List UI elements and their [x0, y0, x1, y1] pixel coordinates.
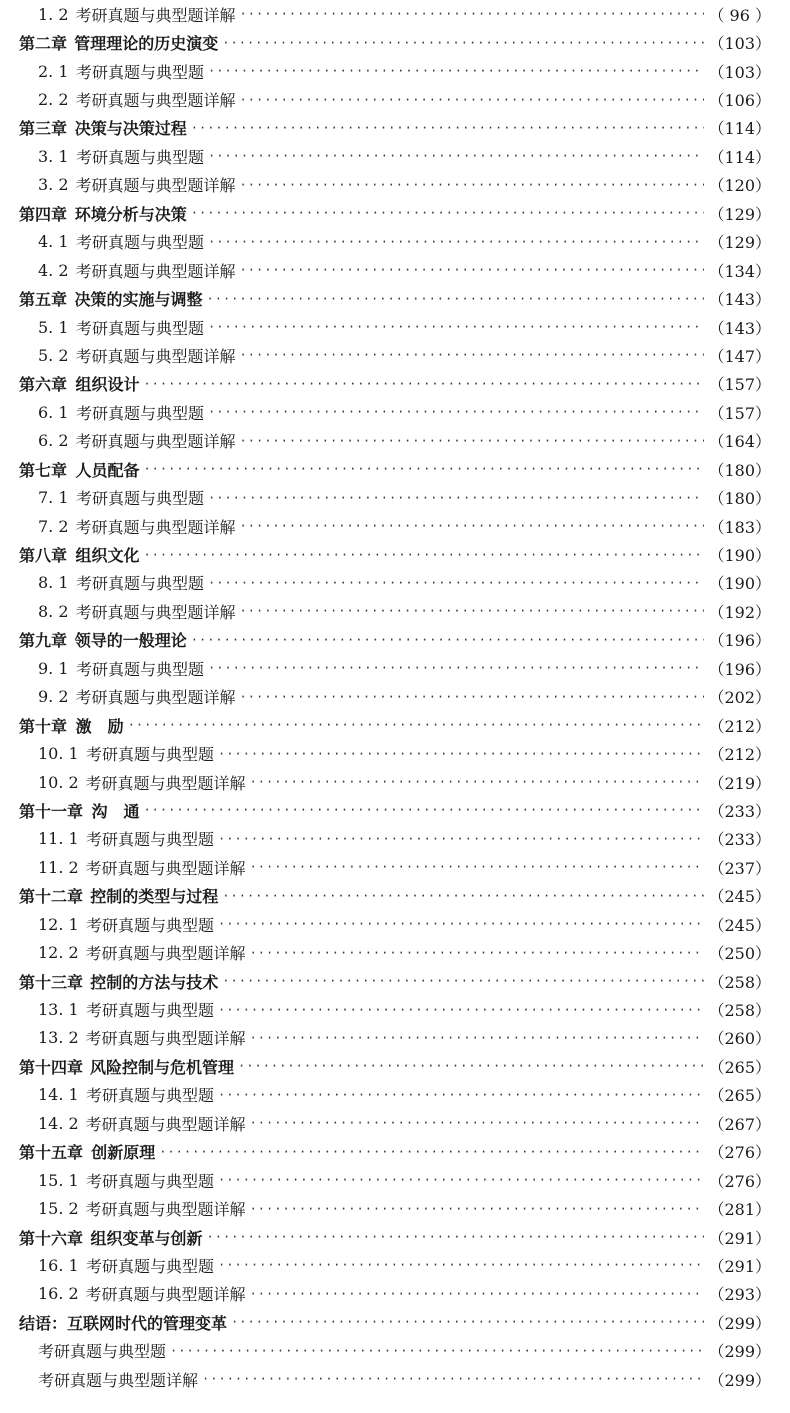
dot-leader — [208, 64, 704, 78]
page-number: （219） — [708, 773, 771, 793]
chapter-title: 结语：互联网时代的管理变革 — [19, 1313, 228, 1333]
section-title: 考研真题与典型题详解 — [75, 5, 236, 25]
section-title: 考研真题与典型题详解 — [85, 858, 246, 878]
dot-leader — [143, 462, 704, 476]
toc-section-entry[interactable] — [0, 1081, 790, 1109]
page-number: （265） — [708, 1057, 771, 1077]
page-number: （180） — [708, 460, 771, 480]
section-number: 11. 1 — [38, 829, 79, 849]
toc-section-entry[interactable] — [0, 1109, 790, 1137]
dot-leader — [159, 1145, 704, 1159]
page-number: （265） — [708, 1086, 771, 1106]
page-number: （164） — [708, 432, 771, 452]
chapter-title: 控制的类型与过程 — [90, 887, 219, 907]
dot-leader — [240, 263, 705, 277]
section-title: 考研真题与典型题详解 — [75, 91, 236, 111]
toc-section-entry[interactable] — [0, 654, 790, 682]
toc-section-entry[interactable] — [0, 1337, 790, 1365]
chapter-number: 第三章 — [19, 119, 68, 139]
dot-leader — [218, 917, 704, 931]
toc-section-entry[interactable] — [0, 142, 790, 170]
section-number: 9. 1 — [38, 658, 69, 678]
section-number: 15. 1 — [38, 1170, 79, 1190]
dot-leader — [208, 320, 704, 334]
dot-leader — [208, 576, 704, 590]
dot-leader — [218, 1088, 704, 1102]
toc-chapter-entry[interactable] — [0, 626, 790, 654]
section-title: 考研真题与典型题 — [86, 745, 215, 765]
page-number: （291） — [708, 1256, 771, 1276]
toc-chapter-entry[interactable] — [0, 967, 790, 995]
page-number: （299） — [708, 1370, 771, 1390]
page-number: （293） — [708, 1285, 771, 1305]
page-number: （157） — [708, 403, 771, 423]
section-number: 13. 2 — [38, 1028, 79, 1048]
section-number: 5. 2 — [38, 345, 69, 365]
chapter-title: 环境分析与决策 — [74, 204, 187, 224]
section-title: 考研真题与典型题详解 — [75, 261, 236, 281]
page-number: （281） — [708, 1200, 771, 1220]
toc-section-entry[interactable] — [0, 256, 790, 284]
page-number: （190） — [708, 546, 771, 566]
section-title: 考研真题与典型题 — [86, 915, 215, 935]
page-number: （190） — [708, 574, 771, 594]
section-title: 考研真题与典型题 — [75, 574, 204, 594]
section-title: 考研真题与典型题详解 — [85, 773, 246, 793]
toc-chapter-entry[interactable] — [0, 370, 790, 398]
toc-chapter-entry[interactable] — [0, 199, 790, 227]
section-title: 考研真题与典型题 — [75, 233, 204, 253]
toc-chapter-entry[interactable] — [0, 284, 790, 312]
toc-section-entry[interactable] — [0, 768, 790, 796]
toc-chapter-entry[interactable] — [0, 1052, 790, 1080]
dot-leader — [250, 1287, 705, 1301]
toc-chapter-entry[interactable] — [0, 1223, 790, 1251]
section-number: 2. 1 — [38, 61, 69, 81]
toc-chapter-entry[interactable] — [0, 796, 790, 824]
dot-leader — [240, 348, 705, 362]
section-title: 考研真题与典型题 — [75, 318, 204, 338]
section-title: 考研真题与典型题详解 — [85, 1285, 246, 1305]
chapter-title: 管理理论的历史演变 — [74, 34, 219, 54]
toc-chapter-entry[interactable] — [0, 1138, 790, 1166]
dot-leader — [238, 1059, 704, 1073]
dot-leader — [250, 1202, 705, 1216]
section-title: 考研真题与典型题详解 — [85, 944, 246, 964]
toc-section-entry[interactable] — [0, 85, 790, 113]
section-title: 考研真题与典型题 — [38, 1342, 167, 1362]
chapter-number: 第四章 — [19, 204, 68, 224]
toc-section-entry[interactable] — [0, 1166, 790, 1194]
page-number: （120） — [708, 176, 771, 196]
dot-leader — [208, 405, 704, 419]
page-number: （143） — [708, 318, 771, 338]
chapter-number: 第十二章 — [19, 887, 84, 907]
toc-section-entry[interactable] — [0, 512, 790, 540]
toc-section-entry[interactable] — [0, 1280, 790, 1308]
section-number: 10. 1 — [38, 744, 79, 764]
section-number: 3. 1 — [38, 146, 69, 166]
toc-section-entry[interactable] — [0, 1194, 790, 1222]
dot-leader — [222, 36, 704, 50]
dot-leader — [218, 1003, 704, 1017]
toc-section-entry[interactable] — [0, 569, 790, 597]
chapter-title: 组织变革与创新 — [90, 1228, 203, 1248]
section-title: 考研真题与典型题 — [86, 1001, 215, 1021]
dot-leader — [202, 1372, 704, 1386]
section-number: 6. 1 — [38, 402, 69, 422]
section-number: 16. 1 — [38, 1255, 79, 1275]
toc-section-entry[interactable] — [0, 57, 790, 85]
chapter-number: 第十四章 — [19, 1057, 84, 1077]
dot-leader — [218, 832, 704, 846]
section-title: 考研真题与典型题 — [86, 1086, 215, 1106]
chapter-number: 第十六章 — [19, 1228, 84, 1248]
toc-chapter-entry[interactable] — [0, 540, 790, 568]
section-title: 考研真题与典型题详解 — [85, 1029, 246, 1049]
dot-leader — [143, 803, 704, 817]
page-number: （196） — [708, 659, 771, 679]
page-number: （196） — [708, 631, 771, 651]
page-number: （212） — [708, 745, 771, 765]
toc-chapter-entry[interactable] — [0, 28, 790, 56]
chapter-title: 组织设计 — [75, 375, 140, 395]
chapter-title: 组织文化 — [75, 546, 140, 566]
page-number: （260） — [708, 1029, 771, 1049]
page-number: （147） — [708, 346, 771, 366]
toc-section-entry[interactable] — [0, 739, 790, 767]
toc-chapter-entry[interactable] — [0, 711, 790, 739]
section-title: 考研真题与典型题详解 — [85, 1200, 246, 1220]
dot-leader — [208, 149, 704, 163]
toc-section-entry[interactable] — [0, 0, 790, 28]
chapter-number: 第八章 — [19, 546, 68, 566]
page-number: （143） — [708, 290, 771, 310]
page-number: （ 96 ） — [708, 5, 771, 25]
section-number: 14. 2 — [38, 1113, 79, 1133]
dot-leader — [143, 548, 704, 562]
dot-leader — [208, 661, 704, 675]
toc-section-entry[interactable] — [0, 1251, 790, 1279]
section-title: 考研真题与典型题详解 — [85, 1114, 246, 1134]
section-title: 考研真题与典型题详解 — [75, 688, 236, 708]
toc-section-entry[interactable] — [0, 1024, 790, 1052]
toc-section-entry[interactable] — [0, 938, 790, 966]
section-title: 考研真题与典型题详解 — [75, 517, 236, 537]
page-number: （276） — [708, 1143, 771, 1163]
section-number: 2. 2 — [38, 90, 69, 110]
section-number: 14. 1 — [38, 1085, 79, 1105]
toc-chapter-entry[interactable] — [0, 1308, 790, 1336]
toc-chapter-entry[interactable] — [0, 882, 790, 910]
section-number: 15. 2 — [38, 1199, 79, 1219]
page-number: （157） — [708, 375, 771, 395]
section-number: 13. 1 — [38, 1000, 79, 1020]
chapter-number: 第七章 — [19, 460, 68, 480]
dot-leader — [240, 434, 705, 448]
toc-section-entry[interactable] — [0, 853, 790, 881]
chapter-title: 创新原理 — [91, 1143, 156, 1163]
chapter-title: 决策与决策过程 — [74, 119, 187, 139]
section-number: 9. 2 — [38, 687, 69, 707]
chapter-number: 第十章 — [19, 716, 68, 736]
section-number: 8. 1 — [38, 573, 69, 593]
dot-leader — [218, 1173, 704, 1187]
dot-leader — [208, 235, 704, 249]
toc-section-entry[interactable] — [0, 825, 790, 853]
page-number: （267） — [708, 1114, 771, 1134]
section-number: 11. 2 — [38, 857, 79, 877]
section-number: 4. 1 — [38, 232, 69, 252]
section-title: 考研真题与典型题详解 — [75, 602, 236, 622]
page-number: （299） — [708, 1313, 771, 1333]
dot-leader — [208, 491, 704, 505]
dot-leader — [222, 889, 704, 903]
chapter-number: 第六章 — [19, 375, 68, 395]
page-number: （129） — [708, 204, 771, 224]
page-number: （103） — [708, 34, 771, 54]
chapter-number: 第十一章 — [19, 801, 84, 821]
section-title: 考研真题与典型题详解 — [75, 432, 236, 452]
section-title: 考研真题与典型题 — [86, 1256, 215, 1276]
toc-section-entry[interactable] — [0, 313, 790, 341]
section-title: 考研真题与典型题详解 — [75, 176, 236, 196]
dot-leader — [231, 1315, 704, 1329]
section-number: 4. 2 — [38, 260, 69, 280]
dot-leader — [191, 121, 705, 135]
chapter-title: 控制的方法与技术 — [90, 972, 219, 992]
dot-leader — [240, 93, 705, 107]
section-number: 1. 2 — [38, 4, 69, 24]
page-number: （180） — [708, 489, 771, 509]
page-number: （183） — [708, 517, 771, 537]
section-number: 12. 1 — [38, 914, 79, 934]
section-title: 考研真题与典型题 — [86, 830, 215, 850]
toc-chapter-entry[interactable] — [0, 455, 790, 483]
page-number: （134） — [708, 261, 771, 281]
dot-leader — [240, 7, 705, 21]
section-number: 7. 2 — [38, 516, 69, 536]
page-number: （276） — [708, 1171, 771, 1191]
section-title: 考研真题与典型题 — [75, 62, 204, 82]
toc-section-entry[interactable] — [0, 683, 790, 711]
dot-leader — [240, 604, 705, 618]
page-number: （202） — [708, 688, 771, 708]
chapter-number: 第十五章 — [19, 1143, 84, 1163]
dot-leader — [250, 860, 705, 874]
dot-leader — [240, 178, 705, 192]
chapter-number: 第十三章 — [19, 972, 84, 992]
dot-leader — [250, 775, 705, 789]
chapter-number: 第二章 — [19, 34, 68, 54]
section-number: 7. 1 — [38, 488, 69, 508]
page-number: （212） — [708, 716, 771, 736]
chapter-title: 决策的实施与调整 — [74, 290, 203, 310]
page-number: （114） — [708, 147, 771, 167]
section-title: 考研真题与典型题详解 — [38, 1370, 199, 1390]
dot-leader — [218, 747, 704, 761]
dot-leader — [240, 690, 705, 704]
dot-leader — [218, 1258, 704, 1272]
chapter-title: 领导的一般理论 — [74, 631, 187, 651]
section-number: 5. 1 — [38, 317, 69, 337]
page-number: （258） — [708, 972, 771, 992]
toc-section-entry[interactable] — [0, 597, 790, 625]
section-title: 考研真题与典型题 — [75, 489, 204, 509]
page-number: （233） — [708, 830, 771, 850]
toc-section-entry[interactable] — [0, 171, 790, 199]
toc-section-entry[interactable] — [0, 910, 790, 938]
section-number: 16. 2 — [38, 1284, 79, 1304]
page-number: （114） — [708, 119, 771, 139]
dot-leader — [222, 974, 704, 988]
page-number: （258） — [708, 1001, 771, 1021]
page-number: （129） — [708, 233, 771, 253]
section-number: 12. 2 — [38, 943, 79, 963]
toc-section-entry[interactable] — [0, 483, 790, 511]
section-number: 8. 2 — [38, 601, 69, 621]
page-number: （103） — [708, 62, 771, 82]
page-number: （299） — [708, 1342, 771, 1362]
section-number: 6. 2 — [38, 431, 69, 451]
page-number: （106） — [708, 91, 771, 111]
chapter-title: 风险控制与危机管理 — [90, 1057, 235, 1077]
section-title: 考研真题与典型题 — [86, 1171, 215, 1191]
dot-leader — [207, 1230, 705, 1244]
chapter-number: 第五章 — [19, 290, 68, 310]
toc-section-entry[interactable] — [0, 228, 790, 256]
chapter-title: 沟 通 — [91, 801, 140, 821]
toc-chapter-entry[interactable] — [0, 114, 790, 142]
dot-leader — [240, 519, 705, 533]
toc-section-entry[interactable] — [0, 1365, 790, 1393]
dot-leader — [250, 1116, 705, 1130]
chapter-title: 激 励 — [75, 716, 124, 736]
section-number: 10. 2 — [38, 772, 79, 792]
dot-leader — [143, 377, 704, 391]
section-title: 考研真题与典型题 — [75, 659, 204, 679]
toc-section-entry[interactable] — [0, 995, 790, 1023]
section-title: 考研真题与典型题 — [75, 403, 204, 423]
section-title: 考研真题与典型题详解 — [75, 346, 236, 366]
chapter-number: 第九章 — [19, 631, 68, 651]
dot-leader — [250, 1031, 705, 1045]
page-number: （291） — [708, 1228, 771, 1248]
page-number: （192） — [708, 602, 771, 622]
chapter-title: 人员配备 — [75, 460, 140, 480]
dot-leader — [128, 718, 705, 732]
section-title: 考研真题与典型题 — [75, 147, 204, 167]
toc-section-entry[interactable] — [0, 427, 790, 455]
page-number: （250） — [708, 944, 771, 964]
dot-leader — [191, 633, 705, 647]
page-number: （233） — [708, 801, 771, 821]
dot-leader — [250, 946, 705, 960]
dot-leader — [170, 1344, 704, 1358]
page-number: （245） — [708, 915, 771, 935]
page-number: （245） — [708, 887, 771, 907]
toc-section-entry[interactable] — [0, 341, 790, 369]
dot-leader — [191, 206, 705, 220]
dot-leader — [207, 292, 705, 306]
section-number: 3. 2 — [38, 175, 69, 195]
page-number: （237） — [708, 858, 771, 878]
toc-section-entry[interactable] — [0, 398, 790, 426]
